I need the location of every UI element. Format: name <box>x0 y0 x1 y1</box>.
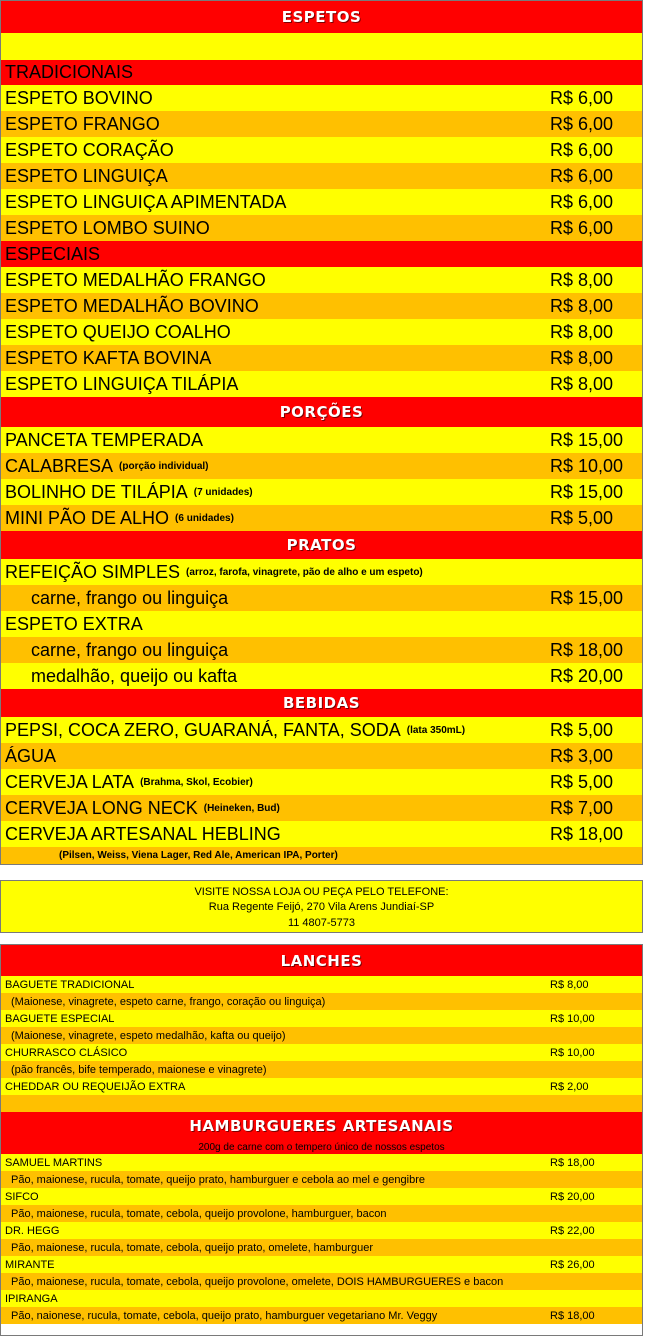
menu-item <box>1 1078 642 1095</box>
item-description: (Maionese, vinagrete, espeto carne, frango, coração ou linguiça) <box>11 995 326 1008</box>
item-price: R$ 15,00 <box>550 587 624 608</box>
item-description: Pão, maionese, rucula, tomate, cebola, queijo provolone, hamburguer, bacon <box>11 1207 387 1220</box>
hamburgueres-header <box>1 1112 642 1140</box>
item-name: DR. HEGG <box>5 1224 60 1237</box>
item-price: R$ 26,00 <box>550 1258 595 1271</box>
item-description: Pão, maionese, rucula, tomate, cebola, queijo provolone, omelete, DOIS HAMBURGUERES e bacon <box>11 1275 504 1288</box>
item-option: medalhão, queijo ou kafta <box>31 665 238 686</box>
info-phone: 11 4807-5773 <box>287 917 356 929</box>
item-description-row <box>1 1307 642 1324</box>
item-name: ESPETO CORAÇÃO <box>5 139 174 160</box>
item-price: R$ 8,00 <box>550 321 614 342</box>
item-price: R$ 5,00 <box>550 771 614 792</box>
menu-item <box>1 1154 642 1171</box>
menu-item <box>1 319 642 345</box>
hamburgueres-title: HAMBURGUERES ARTESANAIS <box>189 1117 454 1135</box>
menu-item <box>1 976 642 993</box>
item-price: R$ 2,00 <box>550 1080 589 1093</box>
hamburgueres-subtitle: 200g de carne com o tempero único de nossos espetos <box>1 1140 642 1154</box>
item-name: ESPETO BOVINO <box>5 87 153 108</box>
menu-item <box>1 345 642 371</box>
item-price: R$ 5,00 <box>550 507 614 528</box>
menu-item <box>1 559 642 585</box>
item-description-row <box>1 1205 642 1222</box>
menu-item <box>1 795 642 821</box>
item-price: R$ 8,00 <box>550 347 614 368</box>
item-name: CERVEJA LATA <box>5 771 135 792</box>
menu-item <box>1 1044 642 1061</box>
item-price: R$ 6,00 <box>550 87 614 108</box>
item-price: R$ 6,00 <box>550 217 614 238</box>
lanches-header <box>1 945 642 976</box>
item-price: R$ 8,00 <box>550 373 614 394</box>
item-price: R$ 18,00 <box>550 639 624 660</box>
item-price: R$ 18,00 <box>550 823 624 844</box>
item-price: R$ 6,00 <box>550 165 614 186</box>
item-name: ESPETO QUEIJO COALHO <box>5 321 231 342</box>
item-note: (Heineken, Bud) <box>203 802 280 814</box>
item-name: PANCETA TEMPERADA <box>5 429 204 450</box>
item-description: Pão, naionese, rucula, tomate, cebola, queijo prato, hamburguer vegetariano Mr. Veggy <box>11 1309 438 1322</box>
item-description-row <box>1 1171 642 1188</box>
item-description-row <box>1 1239 642 1256</box>
bebidas-title: BEBIDAS <box>282 694 361 712</box>
item-name: ESPETO KAFTA BOVINA <box>5 347 212 368</box>
pratos-title: PRATOS <box>286 536 357 554</box>
menu-item <box>1 267 642 293</box>
item-price: R$ 10,00 <box>550 1012 595 1025</box>
bebidas-header <box>1 689 642 717</box>
item-name: CHURRASCO CLÁSICO <box>5 1046 128 1059</box>
item-price: R$ 6,00 <box>550 113 614 134</box>
menu-item <box>1 189 642 215</box>
spacer-row <box>1 1095 642 1112</box>
item-name: CALABRESA <box>5 455 114 476</box>
item-name: SAMUEL MARTINS <box>5 1156 103 1169</box>
especiais-label: ESPECIAIS <box>1 241 642 267</box>
item-price: R$ 8,00 <box>550 978 589 991</box>
item-name: CHEDDAR OU REQUEIJÃO EXTRA <box>5 1080 186 1093</box>
item-price: R$ 3,00 <box>550 745 614 766</box>
spacer-row <box>1 33 642 60</box>
item-name: BOLINHO DE TILÁPIA <box>5 481 188 502</box>
menu-item <box>1 1188 642 1205</box>
item-option: carne, frango ou linguiça <box>31 639 229 660</box>
menu-item <box>1 717 642 743</box>
lanches-block <box>0 944 643 1336</box>
item-price: R$ 20,00 <box>550 665 624 686</box>
item-description: Pão, maionese, rucula, tomate, cebola, queijo prato, omelete, hamburguer <box>11 1241 373 1254</box>
item-price: R$ 6,00 <box>550 191 614 212</box>
item-note: (Brahma, Skol, Ecobier) <box>140 776 253 788</box>
tradicionais-label: TRADICIONAIS <box>1 60 642 85</box>
item-description: (Maionese, vinagrete, espeto medalhão, kafta ou queijo) <box>11 1029 286 1042</box>
item-description-row <box>1 1027 642 1044</box>
menu-item <box>1 427 642 453</box>
item-name: ESPETO LINGUIÇA <box>5 165 168 186</box>
item-description-row <box>1 993 642 1010</box>
item-price: R$ 10,00 <box>550 455 624 476</box>
menu-item <box>1 585 642 611</box>
item-name: ESPETO LINGUIÇA APIMENTADA <box>5 191 287 212</box>
item-price: R$ 10,00 <box>550 1046 595 1059</box>
item-price: R$ 8,00 <box>550 295 614 316</box>
item-price: R$ 7,00 <box>550 797 614 818</box>
menu-item <box>1 847 642 864</box>
pratos-header <box>1 531 642 559</box>
item-name: MINI PÃO DE ALHO <box>5 507 170 528</box>
item-price: R$ 15,00 <box>550 481 624 502</box>
menu-item <box>1 1222 642 1239</box>
item-name: ESPETO EXTRA <box>5 613 143 634</box>
item-price: R$ 18,00 <box>550 1309 595 1322</box>
item-name: BAGUETE ESPECIAL <box>5 1012 115 1025</box>
menu-item <box>1 163 642 189</box>
menu-item <box>1 1256 642 1273</box>
espetos-header <box>1 1 642 33</box>
item-description: Pão, maionese, rucula, tomate, queijo prato, hamburguer e cebola ao mel e gengibre <box>11 1173 425 1186</box>
item-name: BAGUETE TRADICIONAL <box>5 978 135 991</box>
item-name: CERVEJA ARTESANAL HEBLING <box>5 823 281 844</box>
item-name: CERVEJA LONG NECK <box>5 797 198 818</box>
item-price: R$ 8,00 <box>550 269 614 290</box>
info-address: Rua Regente Feijó, 270 Vila Arens Jundiaí-SP <box>208 901 435 913</box>
menu-item <box>1 611 642 637</box>
espetos-title: ESPETOS <box>281 8 362 26</box>
menu-item <box>1 505 642 531</box>
menu-item <box>1 743 642 769</box>
item-note: (porção individual) <box>119 460 209 472</box>
menu-item <box>1 1290 642 1307</box>
lanches-title: LANCHES <box>280 951 363 970</box>
item-name: ESPETO FRANGO <box>5 113 160 134</box>
menu-item <box>1 85 642 111</box>
item-price: R$ 5,00 <box>550 719 614 740</box>
item-price: R$ 20,00 <box>550 1190 595 1203</box>
item-name: ESPETO MEDALHÃO BOVINO <box>5 295 259 316</box>
menu-item <box>1 479 642 505</box>
item-name: REFEIÇÃO SIMPLES <box>5 561 181 582</box>
item-name: IPIRANGA <box>5 1292 58 1305</box>
item-description-row <box>1 1061 642 1078</box>
item-name: ESPETO LINGUIÇA TILÁPIA <box>5 373 239 394</box>
item-note: (lata 350mL) <box>406 724 466 736</box>
store-info-block <box>0 880 643 933</box>
item-name: SIFCO <box>5 1190 39 1203</box>
item-price: R$ 6,00 <box>550 139 614 160</box>
menu-item <box>1 137 642 163</box>
menu-item <box>1 821 642 847</box>
item-description: (pão francês, bife temperado, maionese e vinagrete) <box>11 1063 267 1076</box>
item-name: ESPETO LOMBO SUINO <box>5 217 210 238</box>
item-price: R$ 18,00 <box>550 1156 595 1169</box>
porcoes-title: PORÇÕES <box>279 403 364 421</box>
item-note: (Pilsen, Weiss, Viena Lager, Red Ale, American IPA, Porter) <box>59 850 338 861</box>
item-name: PEPSI, COCA ZERO, GUARANÁ, FANTA, SODA <box>5 719 401 740</box>
item-name: ESPETO MEDALHÃO FRANGO <box>5 269 266 290</box>
porcoes-header <box>1 397 642 427</box>
item-price: R$ 22,00 <box>550 1224 595 1237</box>
info-line: VISITE NOSSA LOJA OU PEÇA PELO TELEFONE: <box>194 886 449 898</box>
item-price: R$ 15,00 <box>550 429 624 450</box>
menu-item <box>1 111 642 137</box>
menu-item <box>1 293 642 319</box>
menu-item <box>1 371 642 397</box>
item-description-row <box>1 1273 642 1290</box>
item-note: (arroz, farofa, vinagrete, pão de alho e um espeto) <box>186 566 423 578</box>
item-name: ÁGUA <box>5 745 57 766</box>
menu-item <box>1 1010 642 1027</box>
item-name: MIRANTE <box>5 1258 55 1271</box>
item-note: (6 unidades) <box>175 512 234 524</box>
item-note: (7 unidades) <box>193 486 253 498</box>
menu-item <box>1 453 642 479</box>
item-option: carne, frango ou linguiça <box>31 587 229 608</box>
menu-item <box>1 215 642 241</box>
menu-item <box>1 663 642 689</box>
menu-item <box>1 637 642 663</box>
menu-item <box>1 769 642 795</box>
